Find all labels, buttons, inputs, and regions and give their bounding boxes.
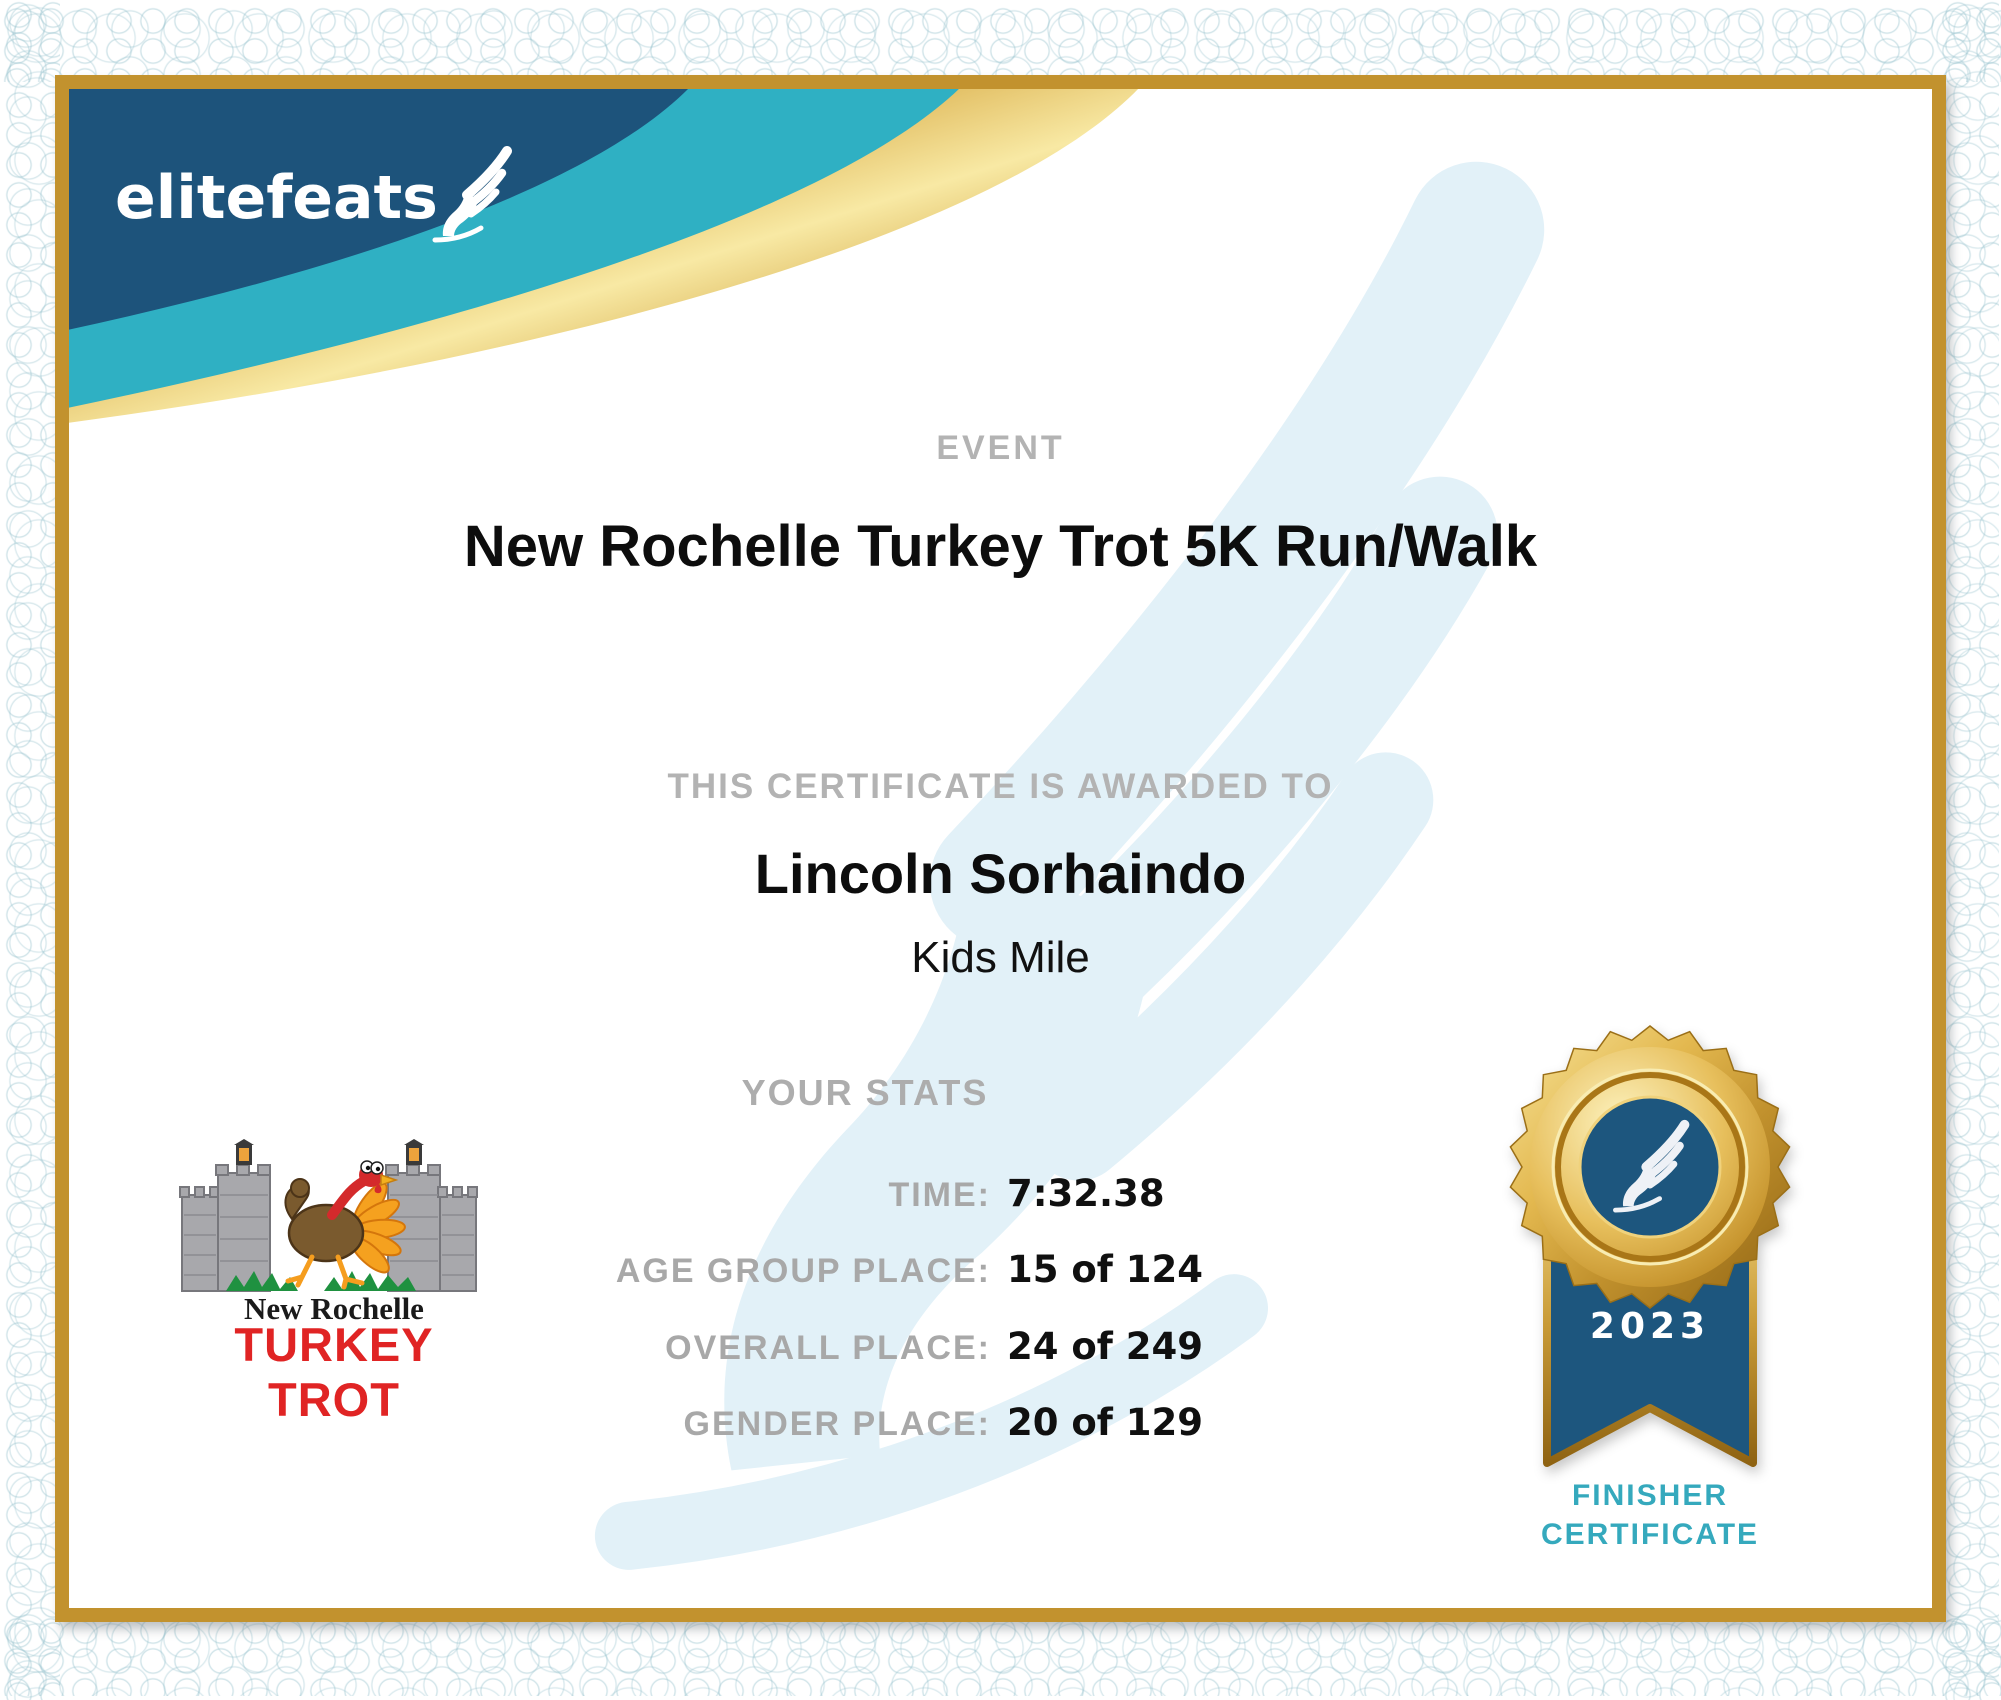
turkey-trot-logo-art [169,1139,489,1299]
stat-value: 7:32.38 [1007,1172,1165,1215]
stats-heading: YOUR STATS [741,1072,989,1113]
guilloche-border-top [0,6,2001,82]
stat-value: 20 of 129 [1007,1401,1204,1444]
medal-year: 2023 [1589,1306,1711,1347]
guilloche-border-left [2,0,60,1700]
race-division: Kids Mile [911,933,1090,982]
header-swoosh [69,89,1149,434]
certificate-content [69,89,1932,1608]
event-label: EVENT [936,429,1065,467]
guilloche-border-bottom [0,1616,2001,1696]
finisher-caption-line2: CERTIFICATE [1540,1518,1760,1551]
gold-frame [55,75,1946,1622]
stat-value: 24 of 249 [1007,1325,1204,1368]
event-name: New Rochelle Turkey Trot 5K Run/Walk [463,514,1538,579]
finisher-caption-line1: FINISHER [1571,1479,1728,1512]
stat-label: OVERALL PLACE: [665,1329,991,1367]
stat-label: TIME: [888,1176,991,1214]
stat-label: GENDER PLACE: [683,1405,991,1443]
awarded-to-label: THIS CERTIFICATE IS AWARDED TO [667,767,1334,806]
recipient-name: Lincoln Sorhaindo [754,842,1247,905]
stat-value: 15 of 124 [1007,1248,1204,1291]
stat-label: AGE GROUP PLACE: [615,1252,991,1290]
guilloche-border-right [1941,0,1999,1700]
finisher-caption [1490,1476,1810,1554]
event-logo-name: TURKEY TROT [234,1318,434,1426]
tower-lanterns [234,1139,424,1165]
winged-foot-icon [421,143,521,243]
finisher-medal [1490,1017,1810,1477]
turkey-illustration [285,1161,405,1287]
event-logo-city: New Rochelle [244,1291,424,1326]
brand-logo-text: elitefeats [115,163,438,233]
